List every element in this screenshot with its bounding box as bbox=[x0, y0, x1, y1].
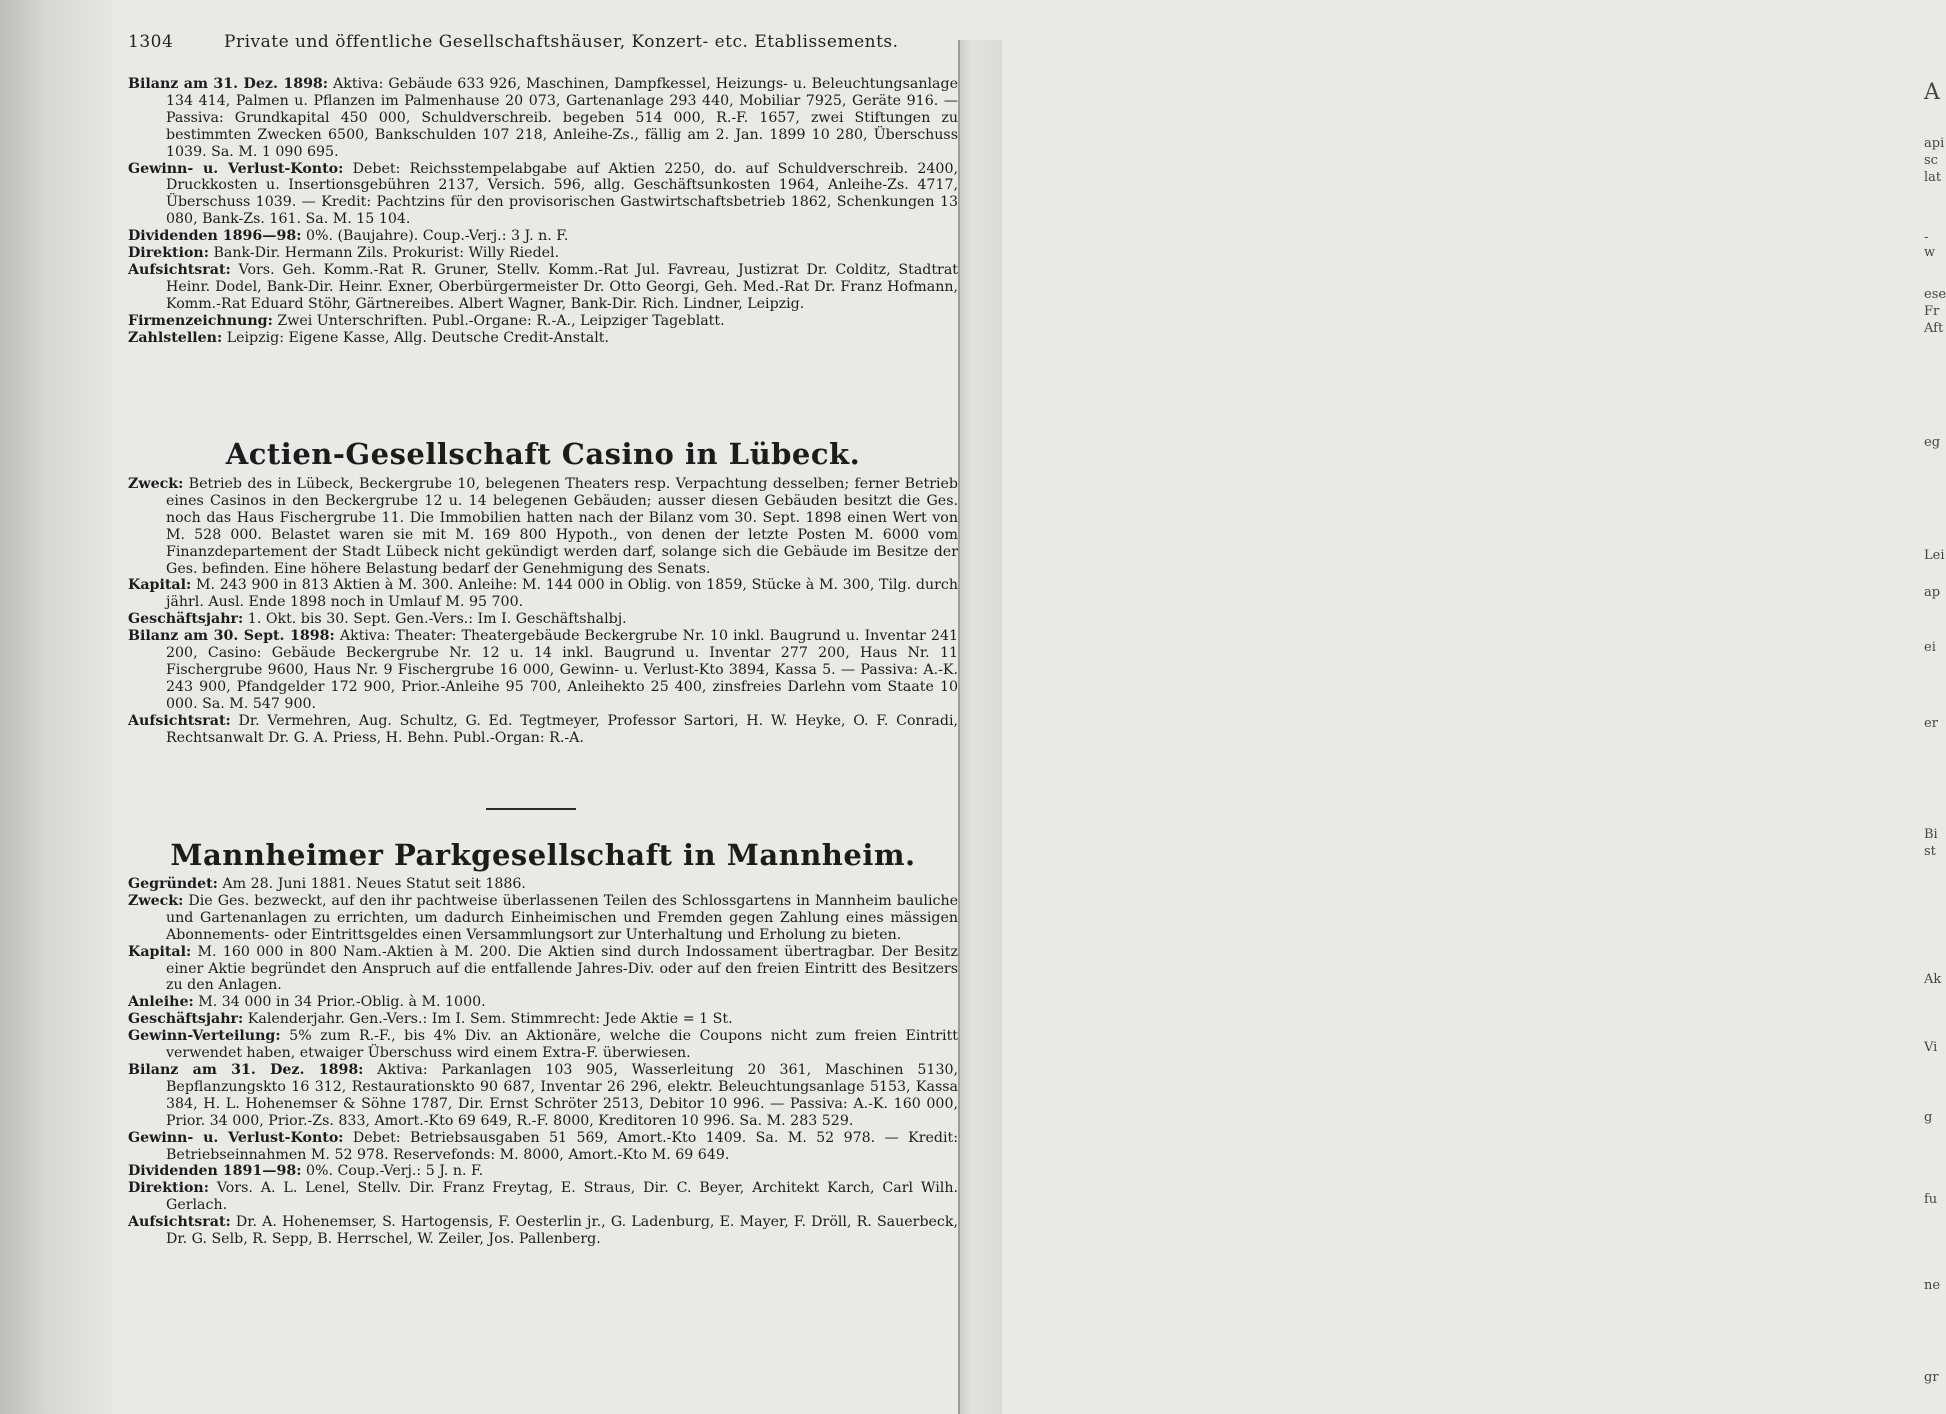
entry-label: Direktion: bbox=[128, 245, 209, 262]
entry-paragraph bbox=[128, 228, 958, 245]
entry-label: Bilanz am 31. Dez. 1898: bbox=[128, 76, 329, 92]
edge-fragment: Vi bbox=[1924, 1040, 1938, 1055]
edge-fragment: Aft bbox=[1924, 321, 1944, 336]
entry-text: M. 34 000 in 34 Prior.-Oblig. à M. 1000. bbox=[193, 994, 486, 1011]
entry-label: Aufsichtsrat: bbox=[128, 261, 231, 278]
entry-paragraph bbox=[128, 628, 958, 713]
entry-text: 5% zum R.-F., bis 4% Div. an Aktionäre, welche die Coupons nicht zum freien Eintritt verwendet haben, etwaiger Überschuss wird einem Extra-F. überwiesen. bbox=[166, 1028, 958, 1062]
entry-text: Aktiva: Parkanlagen 103 905, Wasserleitung 20 361, Maschinen 5130, Bepflanzungskto 16 312, Restaurationskto 90 687, Inventar 26 296, elektr. Beleuchtungsanlage 5153, Kassa 384, H. L. Hohenemser & Söhne 1787, Dir. Ernst Schröter 2513, Debitor 10 996. — Passiva: A.-K. 160 000, Prior. 34 000, Prior.-Zs. 833, Amort.-Kto 69 649, R.-F. 8000, Kreditoren 10 996. Sa. M. 283 529. bbox=[166, 1061, 959, 1129]
entry-label: Gewinn- u. Verlust-Konto: bbox=[128, 1129, 344, 1146]
edge-fragment: ne bbox=[1924, 1278, 1941, 1293]
entry-label: Bilanz am 31. Dez. 1898: bbox=[128, 1061, 364, 1078]
edge-fragment: st bbox=[1924, 844, 1936, 859]
entry-paragraph bbox=[128, 262, 958, 313]
entry-paragraph bbox=[128, 876, 958, 893]
edge-fragment: sc bbox=[1924, 153, 1938, 168]
entry-paragraph bbox=[128, 245, 958, 262]
entry-text: Debet: Reichsstempelabgabe auf Aktien 2250, do. auf Schuldverschreib. 2400, Druckkosten u. Insertionsgebühren 2137, Versich. 596, allg. Geschäftsunkosten 1964, Anleihe-Zs. 4717, Überschuss 1039. — Kredit: Pachtzins für den provisorischen Gastwirtschaftsbetrieb 1862, Schenkungen 13 080, Bank-Zs. 161. Sa. M. 15 104. bbox=[166, 160, 958, 228]
section-leipzig-palmengarten bbox=[128, 76, 958, 347]
entry-paragraph bbox=[128, 313, 958, 330]
edge-fragment: api bbox=[1924, 136, 1945, 151]
edge-fragment: Bi bbox=[1924, 827, 1938, 842]
entry-label: Aufsichtsrat: bbox=[128, 1214, 231, 1231]
entry-label: Zweck: bbox=[128, 476, 184, 492]
entry-label: Bilanz am 30. Sept. 1898: bbox=[128, 628, 335, 645]
heading-casino-luebeck: Actien-Gesellschaft Casino in Lübeck. bbox=[225, 437, 861, 471]
entry-paragraph bbox=[128, 611, 958, 628]
entry-paragraph bbox=[128, 161, 958, 229]
entry-label: Kapital: bbox=[128, 943, 192, 960]
edge-fragment: fu bbox=[1924, 1192, 1938, 1207]
entry-label: Dividenden 1896—98: bbox=[128, 228, 302, 245]
entry-text: M. 243 900 in 813 Aktien à M. 300. Anleihe: M. 144 000 in Oblig. von 1859, Stücke à M. 300, Tilg. durch jährl. Ausl. Ende 1898 noch in Umlauf M. 95 700. bbox=[166, 577, 958, 611]
entry-label: Gewinn- u. Verlust-Konto: bbox=[128, 160, 344, 177]
edge-fragment: Ak bbox=[1924, 972, 1942, 987]
entry-text: Aktiva: Gebäude 633 926, Maschinen, Dampfkessel, Heizungs- u. Beleuchtungsanlage 134 414, Palmen u. Pflanzen im Palmenhause 20 073, Gartenanlage 293 440, Mobiliar 7925, Geräte 916. — Passiva: Grundkapital 450 000, Schuldverschreib. begeben 514 000, R.-F. 1657, zwei Stiftungen zu bestimmten Zwecken 6500, Bankschulden 107 218, Anleihe-Zs., fällig am 2. Jan. 1899 10 280, Überschuss 1039. Sa. M. 1 090 695. bbox=[166, 76, 958, 160]
entry-text: Vors. A. L. Lenel, Stellv. Dir. Franz Freytag, E. Straus, Dir. C. Beyer, Architekt Karch, Carl Wilh. Gerlach. bbox=[166, 1180, 958, 1214]
edge-fragment: er bbox=[1924, 716, 1938, 731]
entry-paragraph bbox=[128, 994, 958, 1011]
entry-text: M. 160 000 in 800 Nam.-Aktien à M. 200. Die Aktien sind durch Indossament übertragbar. Der Besitz einer Aktie begründet den Anspruch auf die entfallende Jahres-Div. oder auf den freien Eintritt des Besitzers zu den Anlagen. bbox=[166, 943, 958, 994]
entry-paragraph bbox=[128, 893, 958, 944]
entry-paragraph bbox=[128, 1011, 958, 1028]
entry-text: 1. Okt. bis 30. Sept. Gen.-Vers.: Im I. Geschäftshalbj. bbox=[243, 611, 627, 628]
entry-paragraph bbox=[128, 76, 958, 161]
edge-fragment: -w bbox=[1924, 230, 1936, 260]
entry-text: Leipzig: Eigene Kasse, Allg. Deutsche Credit-Anstalt. bbox=[222, 329, 609, 346]
edge-fragment: Lei bbox=[1924, 548, 1945, 563]
entry-text: Dr. Vermehren, Aug. Schultz, G. Ed. Tegtmeyer, Professor Sartori, H. W. Heyke, O. F. Conradi, Rechtsanwalt Dr. G. A. Priess, H. Behn. Publ.-Organ: R.-A. bbox=[166, 712, 958, 746]
entry-text: Debet: Betriebsausgaben 51 569, Amort.-Kto 1409. Sa. M. 52 978. — Kredit: Betriebseinnahmen M. 52 978. Reservefonds: M. 8000, Amort.-Kto M. 69 649. bbox=[166, 1129, 958, 1163]
entry-label: Kapital: bbox=[128, 577, 192, 594]
entry-label: Geschäftsjahr: bbox=[128, 1011, 244, 1028]
entry-label: Gewinn-Verteilung: bbox=[128, 1028, 281, 1045]
entry-paragraph bbox=[128, 1214, 958, 1248]
entry-label: Anleihe: bbox=[128, 994, 194, 1011]
entry-paragraph bbox=[128, 330, 958, 347]
heading-mannheimer-parkgesellschaft: Mannheimer Parkgesellschaft in Mannheim. bbox=[170, 838, 916, 872]
edge-fragment: A bbox=[1924, 80, 1940, 105]
entry-text: 0%. Coup.-Verj.: 5 J. n. F. bbox=[301, 1163, 484, 1180]
entry-text: Zwei Unterschriften. Publ.-Organe: R.-A., Leipziger Tageblatt. bbox=[272, 312, 725, 329]
entry-text: Am 28. Juni 1881. Neues Statut seit 1886. bbox=[217, 876, 526, 892]
adjacent-page-fold bbox=[958, 40, 1946, 1414]
edge-fragment: lat bbox=[1924, 170, 1942, 185]
entry-label: Aufsichtsrat: bbox=[128, 712, 231, 729]
entry-text: Bank-Dir. Hermann Zils. Prokurist: Willy Riedel. bbox=[208, 245, 560, 262]
entry-label: Gegründet: bbox=[128, 876, 218, 892]
entry-paragraph bbox=[128, 1062, 958, 1130]
entry-paragraph bbox=[128, 1130, 958, 1164]
entry-paragraph bbox=[128, 1163, 958, 1180]
edge-fragment: eg bbox=[1924, 435, 1941, 450]
edge-fragment: ei bbox=[1924, 640, 1936, 655]
section-casino-luebeck bbox=[128, 476, 958, 747]
entry-text: Vors. Geh. Komm.-Rat R. Gruner, Stellv. Komm.-Rat Jul. Favreau, Justizrat Dr. Colditz, Stadtrat Heinr. Dodel, Bank-Dir. Heinr. Exner, Oberbürgermeister Dr. Otto Georgi, Geh. Med.-Rat Dr. Franz Hofmann, Komm.-Rat Eduard Stöhr, Gärtnereibes. Albert Wagner, Bank-Dir. Rich. Lindner, Leipzig. bbox=[166, 261, 958, 312]
section-divider bbox=[486, 808, 576, 810]
entry-label: Zahlstellen: bbox=[128, 329, 223, 346]
entry-label: Dividenden 1891—98: bbox=[128, 1163, 302, 1180]
edge-fragment: gr bbox=[1924, 1370, 1939, 1385]
entry-paragraph bbox=[128, 1180, 958, 1214]
entry-paragraph bbox=[128, 944, 958, 995]
entry-text: 0%. (Baujahre). Coup.-Verj.: 3 J. n. F. bbox=[301, 228, 569, 245]
edge-fragment: g bbox=[1924, 1110, 1933, 1125]
entry-paragraph bbox=[128, 713, 958, 747]
page-number: 1304 bbox=[128, 32, 174, 52]
edge-fragment: Fr bbox=[1924, 304, 1940, 319]
entry-text: Aktiva: Theater: Theatergebäude Beckergrube Nr. 10 inkl. Baugrund u. Inventar 241 200, Casino: Gebäude Beckergrube Nr. 12 u. 14 inkl. Baugrund u. Inventar 277 200, Haus Nr. 11 Fischergrube 9600, Haus Nr. 9 Fischergrube 16 000, Gewinn- u. Verlust-Kto 3894, Kassa 5. — Passiva: A.-K. 243 900, Pfandgelder 172 900, Prior.-Anleihe 95 700, Anleihekto 25 400, zinsfreies Darlehn vom Staate 10 000. Sa. M. 547 900. bbox=[166, 628, 958, 712]
entry-label: Zweck: bbox=[128, 892, 184, 909]
section-mannheimer-parkgesellschaft bbox=[128, 876, 958, 1248]
entry-text: Betrieb des in Lübeck, Beckergrube 10, belegenen Theaters resp. Verpachtung desselben; ferner Betrieb eines Casinos in den Beckergrube 12 u. 14 belegenen Gebäuden; ausser diesen Gebäuden besitzt die Ges. noch das Haus Fischergrube 11. Die Immobilien hatten nach der Bilanz vom 30. Sept. 1898 einen Wert von M. 528 000. Belastet waren sie mit M. 169 800 Hypoth., von denen der letzte Posten M. 6000 vom Finanzdepartement der Stadt Lübeck nicht gekündigt werden darf, solange sich die Gebäude im Besitze der Ges. befinden. Eine höhere Belastung bedarf der Genehmigung des Senats. bbox=[166, 476, 958, 577]
entry-paragraph bbox=[128, 476, 958, 577]
entry-label: Direktion: bbox=[128, 1180, 209, 1197]
edge-fragment: ap bbox=[1924, 585, 1941, 600]
entry-label: Geschäftsjahr: bbox=[128, 611, 244, 628]
scan-left-margin bbox=[0, 0, 112, 1414]
entry-text: Die Ges. bezweckt, auf den ihr pachtweise überlassenen Teilen des Schlossgartens in Mannheim bauliche und Gartenanlagen zu errichten, um dadurch Einheimischen und Fremden gegen Zahlung eines mässigen Abonnements- oder Eintrittsgeldes einen Versammlungsort zur Unterhaltung und Erholung zu bieten. bbox=[166, 892, 958, 943]
entry-paragraph bbox=[128, 577, 958, 611]
entry-label: Firmenzeichnung: bbox=[128, 312, 273, 329]
running-title: Private und öffentliche Gesellschaftshäuser, Konzert- etc. Etablissements. bbox=[224, 32, 899, 52]
entry-text: Dr. A. Hohenemser, S. Hartogensis, F. Oesterlin jr., G. Ladenburg, E. Mayer, F. Dröll, R. Sauerbeck, Dr. G. Selb, R. Sepp, B. Herrschel, W. Zeiler, Jos. Pallenberg. bbox=[166, 1214, 958, 1248]
entry-paragraph bbox=[128, 1028, 958, 1062]
edge-fragment: ese bbox=[1924, 287, 1946, 302]
entry-text: Kalenderjahr. Gen.-Vers.: Im I. Sem. Stimmrecht: Jede Aktie = 1 St. bbox=[243, 1011, 733, 1028]
